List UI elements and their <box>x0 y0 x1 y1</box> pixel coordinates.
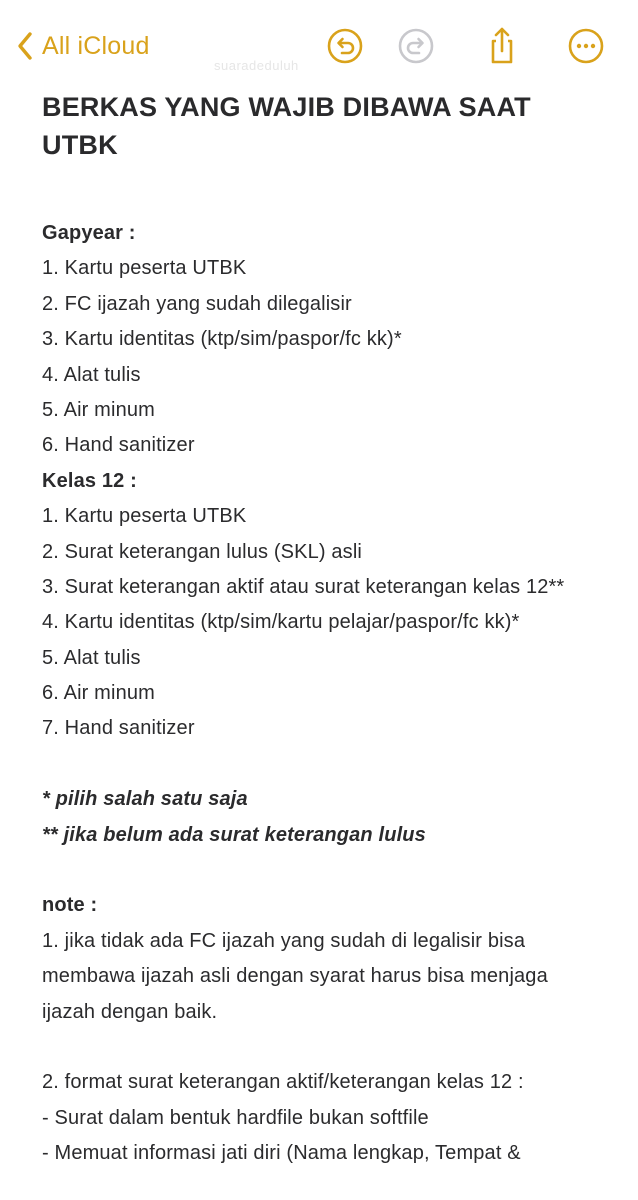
list-item: - Memuat informasi jati diri (Nama lengkap, Tempat & <box>42 1142 521 1165</box>
list-item: 5. Alat tulis <box>42 646 141 669</box>
list-item: 4. Alat tulis <box>42 363 141 386</box>
note-paragraph: 1. jika tidak ada FC ijazah yang sudah di legalisir bisa membawa ijazah asli dengan syarat harus bisa menjaga ijazah dengan baik. <box>42 929 548 1023</box>
gapyear-heading: Gapyear : <box>42 222 136 244</box>
undo-button[interactable] <box>325 26 365 66</box>
list-item: 2. Surat keterangan lulus (SKL) asli <box>42 540 363 563</box>
list-item: - Surat dalam bentuk hardfile bukan softfile <box>42 1106 429 1129</box>
redo-button[interactable] <box>396 26 436 66</box>
back-button-label: All iCloud <box>42 31 150 60</box>
back-button[interactable] <box>16 26 150 66</box>
list-item: 6. Hand sanitizer <box>42 434 195 457</box>
watermark-text: suaradeduluh <box>214 58 299 73</box>
note-title: BERKAS YANG WAJIB DIBAWA SAAT UTBK <box>42 92 531 160</box>
note-paragraph: 2. format surat keterangan aktif/keterangan kelas 12 : <box>42 1071 524 1094</box>
kelas12-heading: Kelas 12 : <box>42 469 137 492</box>
redo-icon <box>396 26 436 66</box>
note-heading: note : <box>42 894 98 917</box>
list-item: 5. Air minum <box>42 398 155 421</box>
undo-icon <box>325 26 365 66</box>
list-item: 1. Kartu peserta UTBK <box>42 257 247 280</box>
list-item: 3. Kartu identitas (ktp/sim/paspor/fc kk)* <box>42 328 402 351</box>
more-icon <box>566 26 606 66</box>
notes-toolbar <box>0 0 638 90</box>
share-button[interactable] <box>482 26 522 66</box>
list-item: 1. Kartu peserta UTBK <box>42 505 247 528</box>
list-item: 6. Air minum <box>42 682 155 705</box>
note-body[interactable] <box>42 88 602 1172</box>
list-item: 3. Surat keterangan aktif atau surat keterangan kelas 12** <box>42 575 565 598</box>
list-item: 4. Kartu identitas (ktp/sim/kartu pelajar/paspor/fc kk)* <box>42 611 520 634</box>
share-icon <box>482 26 522 66</box>
more-options-button[interactable] <box>566 26 606 66</box>
chevron-left-icon <box>16 31 34 61</box>
footnote: * pilih salah satu saja <box>42 788 248 811</box>
footnote: ** jika belum ada surat keterangan lulus <box>42 823 426 846</box>
list-item: 7. Hand sanitizer <box>42 717 195 740</box>
list-item: 2. FC ijazah yang sudah dilegalisir <box>42 292 352 315</box>
